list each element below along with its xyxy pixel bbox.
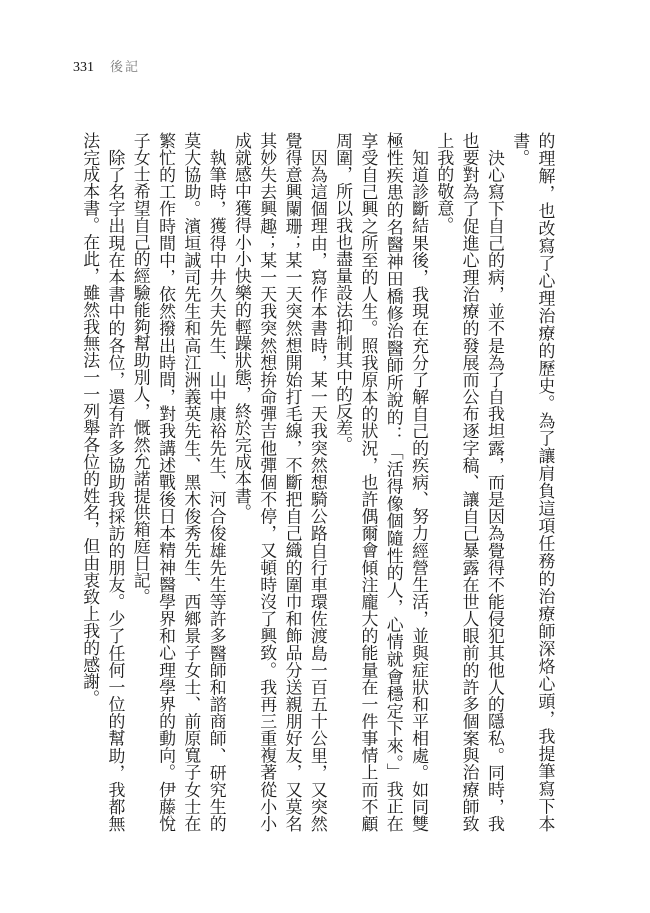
paragraph: 知道診斷結果後，我現在充分了解自己的疾病、努力經營生活，並與症狀和平相處。如同雙極性疾患的名醫神田橋修治醫師所說的：「活得像個隨性的人，心情就會穩定下來。」我正在享受自己興之所至的人生。照我原本的狀況，也許偶爾會傾注龐大的能量在一件事情上而不顧周圍，所以我也盡量設法抑制其中的反差。 bbox=[333, 132, 430, 832]
page-number: 331 bbox=[73, 60, 94, 75]
paragraph: 除了名字出現在本書中的各位，還有許多協助我採訪的朋友。少了任何一位的幫助，我都無法完成本書。在此，雖然我無法一一列舉各位的姓名，但由衷致上我的感謝。 bbox=[80, 132, 126, 832]
paragraph-continued: 的理解，也改寫了心理治療的歷史。為了讓肩負這項任務的治療師深烙心頭，我提筆寫下本書。 bbox=[510, 132, 556, 832]
paragraph: 決心寫下自己的病，並不是為了自我坦露，而是因為覺得不能侵犯其他人的隱私。同時，我也要對為了促進心理治療的發展而公布逐字稿、讓自己暴露在世人眼前的許多個案與治療師致上我的敬意。 bbox=[434, 132, 506, 832]
page-header bbox=[73, 56, 140, 76]
paragraph: 因為這個理由，寫作本書時，某一天我突然想騎公路自行車環佐渡島一百五十公里，又突然覺得意興闌珊；某一天突然想開始打毛線，不斷把自己織的圍巾和飾品分送親朋好友，又莫名其妙失去興趣；某一天我突然想拚命彈吉他彈個不停，又頓時沒了興致。我再三重複著從小小成就感中獲得小小快樂的輕躁狀態，終於完成本書。 bbox=[232, 132, 329, 832]
paragraph: 執筆時，獲得中井久夫先生、山中康裕先生、河合俊雄先生等許多醫師和諮商師、研究生的莫大協助。濱垣誠司先生和高江洲義英先生、黑木俊秀先生、西鄉景子女士、前原寬子女士在繁忙的工作時間中，依然撥出時間，對我講述戰後日本精神醫學界和心理學界的動向。伊藤悅子女士希望自己的經驗能夠幫助別人，慨然允諾提供箱庭日記。 bbox=[131, 132, 228, 832]
running-title: 後記 bbox=[110, 60, 141, 75]
body-text bbox=[77, 132, 558, 832]
